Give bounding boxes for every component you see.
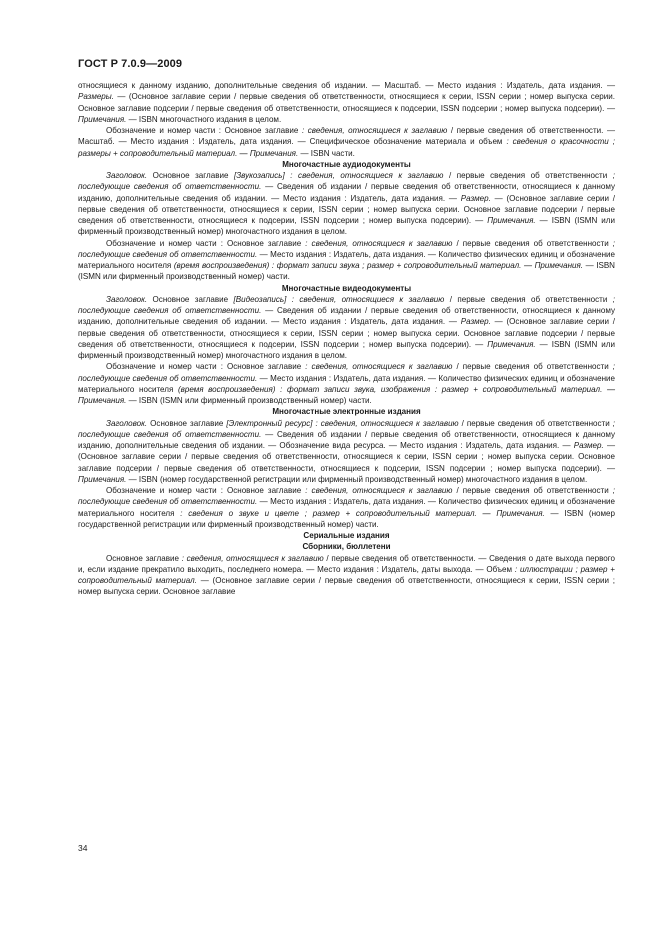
text-run: — ISBN части. xyxy=(298,148,355,158)
paragraph xyxy=(78,80,615,125)
text-run: — (Основное заглавие серии / первые сведения об ответственности, относящиеся к серии, ISSN серии ; номер выпуска серии. Основное заглавие подсерии / первые сведения об ответственности, относящиеся к подсерии, ISSN подсерии ; номер выпуска подсерии). — xyxy=(78,92,615,113)
text-run: Обозначение и номер части : Основное заглавие xyxy=(106,238,306,248)
section-heading: Сериальные издания xyxy=(303,531,390,540)
italic-text: Размер. xyxy=(573,441,604,450)
italic-text: Заголовок. xyxy=(106,171,148,180)
italic-text: : сведения о красочности ; размеры + сопроводительный материал. — Примечания. xyxy=(78,137,615,158)
paragraph xyxy=(78,125,615,159)
italic-text: ; последующие сведения об ответственности. xyxy=(78,238,615,259)
text-run: относящиеся к данному изданию, дополнительные сведения об издании. — Масштаб. — Место издания : Издатель, дата издания. — xyxy=(78,81,615,90)
italic-text: Размер. xyxy=(460,317,491,327)
text-run: — ISBN (номер государственной регистрации или фирменный производственный номер) многочастного издания в целом. xyxy=(126,474,588,484)
text-run: / первые сведения об ответственности. — Сведения о дате выхода первого и, если издание прекратило выходить, последнего номера. — Место издания : Издатель, даты выхода. — Объем xyxy=(78,553,616,574)
paragraph xyxy=(78,238,615,283)
section-heading: Многочастные электронные издания xyxy=(272,407,421,417)
text-run: — (Основное заглавие серии / первые сведения об ответственности, относящиеся к серии, ISSN серии ; номер выпуска серии. Основное заглавие подсерии / первые сведения об ответственности, относящиеся к подсерии, ISSN подсерии ; номер выпуска подсерии). — xyxy=(78,193,615,225)
text-run: Обозначение и номер части : Основное заглавие xyxy=(106,126,302,135)
paragraph xyxy=(78,170,615,238)
italic-text: Заголовок. xyxy=(106,418,148,428)
italic-text: Примечания. xyxy=(487,339,536,349)
italic-text: : сведения, относящиеся к заглавию xyxy=(305,238,453,248)
text-run: — (Основное заглавие серии / первые сведения об ответственности, относящиеся к серии, ISSN серии ; номер выпуска серии. Основное заглавие xyxy=(78,576,615,597)
italic-text: Заголовок. xyxy=(106,294,148,304)
section-subheading: Сборники, бюллетени xyxy=(302,542,391,552)
italic-text: : сведения, относящиеся к заглавию xyxy=(305,486,453,495)
text-run: / первые сведения об ответственности xyxy=(444,294,613,304)
italic-text: [Электронный ресурс] : сведения, относящиеся к заглавию xyxy=(226,418,459,428)
text-run: — (Основное заглавие серии / первые сведения об ответственности, относящиеся к серии, ISSN серии ; номер выпуска серии. Основное заглавие подсерии / первые сведения об ответственности, относящиеся к подсерии, ISSN подсерии ; номер выпуска подсерии). — xyxy=(78,317,615,349)
text-run: — (Основное заглавие серии / первые сведения об ответственности, относящиеся к серии, ISSN серии ; номер выпуска серии. Основное заглавие подсерии / первые сведения об ответственности, относящиеся к подсерии, ISSN подсерии ; номер выпуска подсерии). — xyxy=(78,441,615,473)
text-run: Основное заглавие xyxy=(147,294,234,304)
italic-text: ; последующие сведения об ответственности. xyxy=(78,362,615,383)
italic-text: Примечания. xyxy=(487,216,536,225)
italic-text: : сведения, относящиеся к заглавию xyxy=(305,362,453,372)
italic-text: Примечания. xyxy=(78,114,127,124)
text-run: — Сведения об издании / первые сведения об ответственности, относящиеся к данному изданию, дополнительные сведения об издании. — Место издания : Издатель, дата издания. — xyxy=(78,182,615,203)
italic-text: ; последующие сведения об ответственности. xyxy=(78,418,615,439)
section-heading: Многочастные видеодокументы xyxy=(281,283,412,293)
italic-text: (время воспроизведения) : формат записи звука, изображения : размер + сопроводительный материал. — Примечания. xyxy=(78,384,615,405)
text-run: Основное заглавие xyxy=(147,171,234,180)
italic-text: Размеры. xyxy=(78,92,114,102)
text-run: — Место издания : Издатель, дата издания. — Количество физических единиц и обозначение материального носителя xyxy=(78,249,615,270)
text-run: — Место издания : Издатель, дата издания. — Количество физических единиц и обозначение материального носителя xyxy=(78,497,615,518)
page-number: 34 xyxy=(78,843,88,853)
italic-text: ; последующие сведения об ответственности. xyxy=(78,294,616,315)
document-body xyxy=(78,80,615,598)
text-run: / первые сведения об ответственности. — Масштаб. — Место издания : Издатель, дата издания. — Специфическое обозначение материала и объем xyxy=(78,126,615,147)
italic-text: ; последующие сведения об ответственности. xyxy=(78,171,615,192)
text-run: — Сведения об издании / первые сведения об ответственности, относящиеся к данному изданию, дополнительные сведения об издании. — Обозначение вида ресурса. — Место издания : Издатель, дата издания. — xyxy=(78,429,615,450)
italic-text: Размер. xyxy=(460,193,491,203)
document-header: ГОСТ Р 7.0.9—2009 xyxy=(78,58,183,70)
text-run: — ISBN (ISMN или фирменный производственный номер) части. xyxy=(78,261,615,282)
italic-text: [Видеозапись] : сведения, относящиеся к заглавию xyxy=(233,294,445,304)
text-run: Обозначение и номер части : Основное заглавие xyxy=(106,362,306,372)
text-run: Обозначение и номер части : Основное заглавие xyxy=(106,486,306,495)
text-run: — ISBN (ISMN или фирменный производственный номер) части. xyxy=(126,396,372,405)
italic-text: [Звукозапись] : сведения, относящиеся к заглавию xyxy=(233,171,444,180)
section-heading: Многочастные аудиодокументы xyxy=(282,159,411,169)
italic-text: Примечания. xyxy=(78,474,127,484)
italic-text: : сведения, относящиеся к заглавию xyxy=(301,126,448,135)
text-run: / первые сведения об ответственности xyxy=(452,362,613,372)
italic-text: ; последующие сведения об ответственности. xyxy=(78,486,615,507)
text-run: — ISBN (ISMN или фирменный производственный номер) многочастного издания в целом. xyxy=(78,216,615,237)
text-run: / первые сведения об ответственности xyxy=(458,418,613,428)
text-run: — ISBN (номер государственной регистрации или фирменный производственный номер) части. xyxy=(78,508,615,529)
text-run: — Место издания : Издатель, дата издания. — Количество физических единиц и обозначение материального носителя xyxy=(78,373,615,394)
text-run: / первые сведения об ответственности xyxy=(443,171,613,180)
paragraph xyxy=(78,361,615,406)
text-run: — ISBN (ISMN или фирменный производственный номер) многочастного издания в целом. xyxy=(78,339,615,360)
italic-text: : сведения о звуке и цвете ; размер + сопроводительный материал. — Примечания. xyxy=(180,508,545,518)
italic-text: : сведения, относящиеся к заглавию xyxy=(181,553,324,563)
paragraph xyxy=(78,418,615,486)
text-run: / первые сведения об ответственности xyxy=(452,238,613,248)
paragraph xyxy=(78,294,615,362)
text-run: — ISBN многочастного издания в целом. xyxy=(126,114,282,124)
paragraph xyxy=(78,553,615,598)
italic-text: : иллюстрации ; размер + сопроводительный материал. xyxy=(78,564,615,585)
paragraph xyxy=(78,485,615,530)
text-run: Основное заглавие xyxy=(106,553,182,563)
text-run: / первые сведения об ответственности xyxy=(452,486,613,495)
text-run: — Сведения об издании / первые сведения об ответственности, относящиеся к данному изданию, дополнительные сведения об издании. — Место издания : Издатель, дата издания. — xyxy=(78,306,615,327)
italic-text: (время воспроизведения) : формат записи звука ; размер + сопроводительный материал. — Примечания. xyxy=(173,261,584,270)
text-run: Основное заглавие xyxy=(147,418,227,428)
